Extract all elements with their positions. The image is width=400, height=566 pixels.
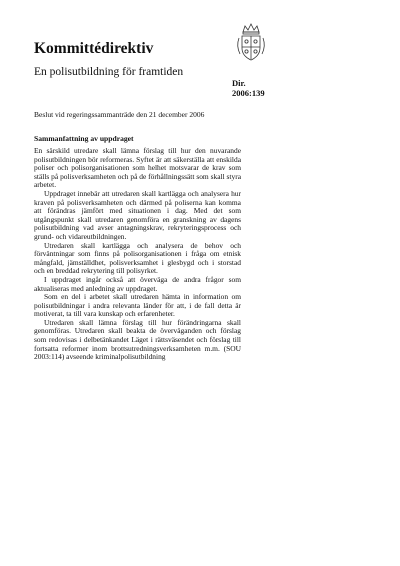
paragraph: Som en del i arbetet skall utredaren hämta in information om polisutbildningar i andra relevanta länder för att, i de fall detta är motiverat, ta till vara kunskap och erfarenheter. [34, 292, 241, 319]
section-heading: Sammanfattning av uppdraget [34, 134, 134, 143]
paragraph: Uppdraget innebär att utredaren skall kartlägga och analysera hur kraven på polisverksamheten och därmed på poliserna kan komma att förändras jämfört med situationen i dag. Med det som utgångspunkt skall utredaren genomföra en granskning av dagens polisutbildning vad avser antagningskrav, rekryteringsprocess och grund- och vidareutbildningen. [34, 188, 241, 241]
dir-number: 2006:139 [232, 88, 265, 98]
body-text [34, 147, 241, 362]
directive-number-block [232, 78, 265, 98]
paragraph: Utredaren skall kartlägga och analysera de behov och förväntningar som finns på polisorganisationen i fråga om etnisk mångfald, jämställdhet, polisverksamhet i glesbygd och i storstad och en breddad rekrytering till polisyrket. [34, 240, 241, 276]
paragraph: I uppdraget ingår också att överväga de andra frågor som aktualiseras med anledning av uppdraget. [34, 274, 241, 293]
paragraph: Utredaren skall lämna förslag till hur förändringarna skall genomföras. Utredaren skall beakta de överväganden och förslag som redovisas i delbetänkandet Läget i rättsväsendet och förslag till fortsatta reformer inom brottsutredningsverksamheten m.m. (SOU 2003:114) avseende kriminalpolisutbildning [34, 317, 241, 362]
dir-label: Dir. [232, 78, 246, 88]
swedish-coat-of-arms-icon [234, 22, 268, 64]
paragraph: En särskild utredare skall lämna förslag till hur den nuvarande polisutbildningen bör reformeras. Syftet är att säkerställa att enskilda poliser och polisorganisationen som helhet motsvarar de krav som ställs på polisverksamheten och på de förhållningssätt som skall styra arbetet. [34, 146, 241, 190]
decision-line: Beslut vid regeringssammanträde den 21 december 2006 [34, 110, 205, 119]
document-subtitle: En polisutbildning för framtiden [34, 66, 184, 78]
document-title: Kommittédirektiv [34, 40, 154, 57]
